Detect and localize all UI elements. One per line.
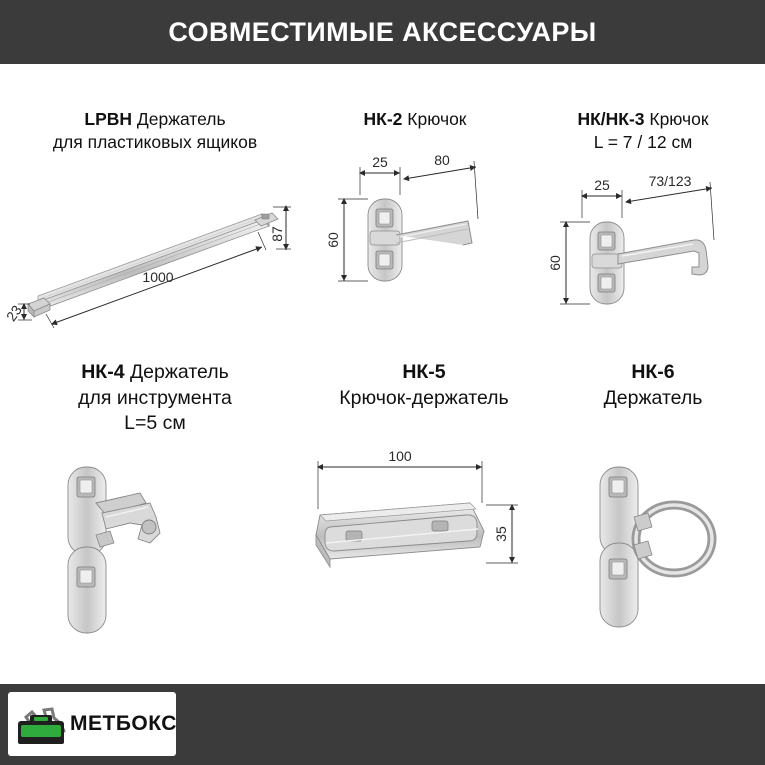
nk3-dim-25-label: 25 (594, 177, 610, 194)
product-cell-nk2[interactable] (300, 108, 530, 358)
product-name-nk3: Крючок (649, 109, 709, 129)
toolbox-icon (14, 701, 68, 747)
nk3-dim-60 (547, 222, 590, 304)
product-name-nk3-line2: L = 7 / 12 см (593, 132, 693, 153)
brand-logo[interactable] (8, 692, 176, 756)
product-cell-nk3[interactable] (528, 108, 758, 358)
nk6-drawing (548, 447, 758, 617)
lpbh-dim-23-label: 23 (2, 302, 25, 325)
product-name-nk2: Крючок (407, 109, 467, 129)
nk2-plate (368, 199, 402, 281)
product-cell-nk5[interactable] (300, 360, 548, 670)
product-name-nk4-line2: для инструмента (78, 386, 232, 409)
lpbh-drawing (2, 154, 300, 329)
nk2-dim-80-label: 80 (434, 152, 450, 169)
nk3-dim-60-label: 60 (547, 255, 563, 271)
nk5-dim-35-label: 35 (493, 526, 509, 543)
product-code-nk2: НК-2 (363, 109, 403, 129)
product-figure-lpbh (2, 154, 300, 329)
nk2-hook (396, 221, 472, 245)
product-figure-nk5 (300, 447, 548, 617)
product-code-lpbh: LPBH (84, 109, 133, 129)
product-code-nk6: НК-6 (631, 361, 675, 383)
page-title: СОВМЕСТИМЫЕ АКСЕССУАРЫ (168, 16, 597, 47)
nk5-dim-100-label: 100 (388, 448, 412, 465)
nk5-body (316, 503, 484, 567)
product-cell-nk4[interactable] (10, 360, 300, 670)
nk6-plate (600, 467, 638, 627)
nk4-plate (68, 467, 106, 633)
lpbh-dim-1000 (46, 232, 266, 328)
nk2-dim-80 (404, 152, 478, 219)
nk2-dim-25-label: 25 (372, 154, 388, 171)
lpbh-dim-87 (269, 206, 291, 250)
nk5-drawing (300, 447, 548, 617)
lpbh-dim-87-label: 87 (269, 226, 285, 242)
product-title-nk4 (10, 360, 300, 437)
nk5-dim-100 (318, 448, 482, 509)
brand-name: МЕТБОКС (70, 712, 177, 735)
product-name-nk4: Держатель (129, 361, 229, 383)
product-figure-nk6 (548, 447, 758, 617)
product-name-lpbh-line2: для пластиковых ящиков (52, 132, 258, 153)
header-bar (0, 0, 765, 64)
nk5-dim-35 (486, 505, 518, 563)
product-cell-lpbh[interactable] (2, 108, 300, 358)
product-title-nk5 (300, 360, 548, 411)
lpbh-dim-1000-label: 1000 (142, 269, 174, 286)
nk3-hook (618, 240, 708, 275)
product-title-nk6 (548, 360, 758, 411)
nk2-dim-60 (325, 199, 368, 281)
product-title-nk2 (300, 108, 530, 131)
nk3-dim-73-123-label: 73/123 (648, 173, 692, 190)
nk2-dim-25 (360, 154, 400, 195)
product-name-lpbh: Держатель (136, 109, 226, 129)
nk4-clamp (96, 493, 160, 547)
footer-bar (0, 684, 765, 765)
nk2-drawing (300, 131, 530, 306)
product-name-nk4-line3: L=5 см (124, 412, 186, 435)
product-name-nk5: Крючок-держатель (339, 386, 509, 409)
product-title-lpbh (10, 108, 300, 154)
product-grid (0, 64, 765, 684)
product-code-nk3: НК/НК-3 (577, 109, 645, 129)
nk6-ring (634, 505, 712, 573)
product-code-nk5: НК-5 (402, 361, 446, 383)
nk3-dim-73-123 (626, 173, 714, 240)
product-cell-nk6[interactable] (548, 360, 758, 670)
product-figure-nk4 (10, 447, 300, 637)
lpbh-rail (28, 213, 278, 317)
product-name-nk6: Держатель (603, 386, 703, 409)
product-figure-nk2 (300, 131, 530, 306)
nk2-dim-60-label: 60 (325, 232, 341, 248)
nk4-drawing (10, 447, 300, 637)
nk3-dim-25 (582, 177, 622, 218)
product-code-nk4: НК-4 (81, 361, 125, 383)
product-title-nk3 (528, 108, 758, 154)
nk3-drawing (528, 154, 758, 329)
product-figure-nk3 (528, 154, 758, 329)
